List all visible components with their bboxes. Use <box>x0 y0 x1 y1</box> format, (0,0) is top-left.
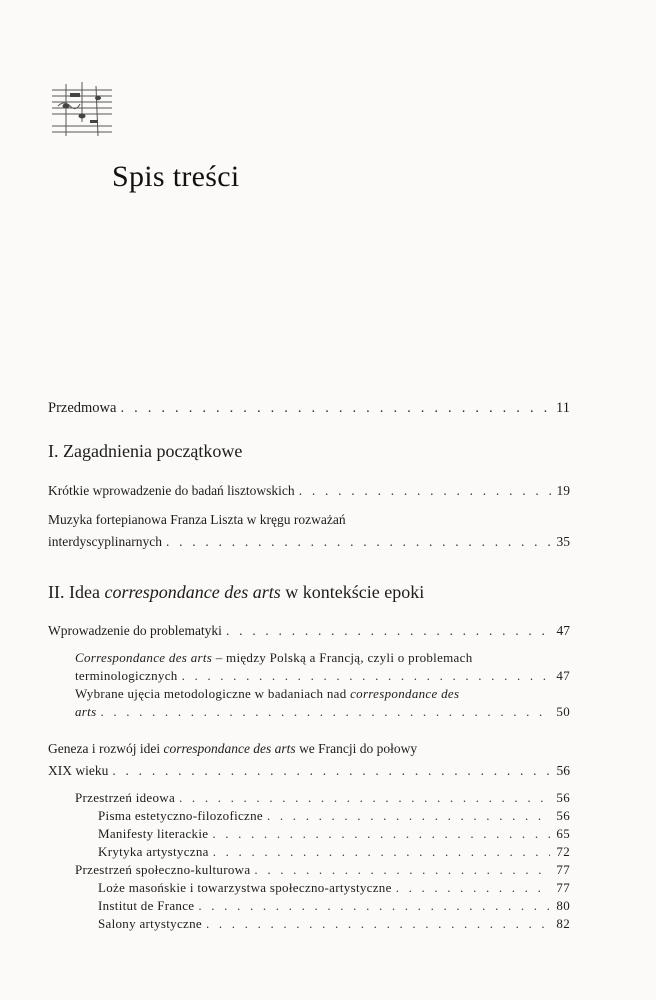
toc-entry-page: 82 <box>556 916 570 931</box>
toc-entry-page: 56 <box>556 763 570 778</box>
toc-entry <box>75 704 570 720</box>
toc-entry-preface <box>48 400 570 417</box>
toc-entry-page: 50 <box>556 704 570 719</box>
toc-entry-title: interdyscyplinarnych <box>48 534 162 549</box>
toc-entry <box>98 898 570 914</box>
leader-dots <box>396 880 551 896</box>
toc-entry <box>98 916 570 932</box>
part-title <box>48 582 424 603</box>
toc-entry <box>75 668 570 684</box>
toc-entry-title: Krótkie wprowadzenie do badań lisztowskich <box>48 483 295 498</box>
leader-dots <box>226 623 551 639</box>
toc-entry-title: Salony artystyczne <box>98 916 202 931</box>
toc-entry <box>98 826 570 842</box>
toc-entry-page: 72 <box>556 844 570 859</box>
toc-entry <box>98 844 570 860</box>
leader-dots <box>212 826 550 842</box>
toc-entry <box>75 790 570 806</box>
leader-dots <box>198 898 550 914</box>
italic-term: Correspondance des arts <box>75 650 213 665</box>
part-title-text: II. Idea <box>48 582 105 602</box>
toc-entry-title-line <box>75 686 459 702</box>
toc-entry <box>48 763 570 779</box>
leader-dots <box>112 763 550 779</box>
toc-entry-title: Przestrzeń ideowa <box>75 790 176 805</box>
ornament-icon <box>46 76 118 140</box>
part-title-italic: correspondance des arts <box>104 582 281 602</box>
leader-dots <box>166 534 551 550</box>
toc-entry-title: Wprowadzenie do problematyki <box>48 623 222 638</box>
toc-entry-title: Pisma estetyczno-filozoficzne <box>98 808 263 823</box>
toc-entry-page: 47 <box>556 668 570 683</box>
leader-dots <box>267 808 550 824</box>
italic-term: correspondance des <box>350 686 460 701</box>
leader-dots <box>100 704 550 720</box>
toc-entry-title: Krytyka artystyczna <box>98 844 209 859</box>
toc-entry-title: Institut de France <box>98 898 195 913</box>
page-title-text: Spis treści <box>112 160 240 193</box>
toc-entry-page: 11 <box>556 400 570 416</box>
leader-dots <box>179 790 550 806</box>
toc-entry-title-line: Muzyka fortepianowa Franza Liszta w kręgu rozważań <box>48 512 346 527</box>
toc-entry-page: 77 <box>556 862 570 877</box>
leader-dots <box>254 862 550 878</box>
toc-entry-page: 80 <box>556 898 570 913</box>
toc-entry-title: terminologicznych <box>75 668 178 683</box>
toc-entry <box>48 483 570 499</box>
toc-entry-page: 35 <box>556 534 570 549</box>
toc-entry-title-line <box>75 650 473 666</box>
leader-dots <box>182 668 551 684</box>
toc-entry-title: arts <box>75 704 97 719</box>
toc-entry <box>75 862 570 878</box>
toc-entry-page: 47 <box>556 623 570 638</box>
page-title <box>112 160 239 194</box>
toc-entry-title: XIX wieku <box>48 763 109 778</box>
toc-text: Wybrane ujęcia metodologiczne w badaniach nad <box>75 686 351 701</box>
toc-text: – między Polską a Francją, czyli o problemach <box>212 650 473 665</box>
toc-entry-page: 56 <box>556 808 570 823</box>
toc-entry-title: Manifesty literackie <box>98 826 209 841</box>
toc-entry-title: Loże masońskie i towarzystwa społeczno-artystyczne <box>98 880 392 895</box>
toc-entry-page: 56 <box>556 790 570 805</box>
toc-entry-page: 77 <box>556 880 570 895</box>
toc-text: Geneza i rozwój idei <box>48 741 164 756</box>
part-title: I. Zagadnienia początkowe <box>48 441 243 461</box>
toc-entry-page: 19 <box>556 483 570 498</box>
leader-dots <box>206 916 550 932</box>
toc-entry-title-line <box>48 741 417 757</box>
toc-entry-title: Przestrzeń społeczno-kulturowa <box>75 862 251 877</box>
part-title-text: w kontekście epoki <box>280 582 425 602</box>
toc-entry <box>98 880 570 896</box>
toc-entry <box>48 534 570 550</box>
toc-entry-title: Przedmowa <box>48 400 117 416</box>
leader-dots <box>120 400 550 417</box>
toc-entry <box>98 808 570 824</box>
toc-text: we Francji do połowy <box>295 741 418 756</box>
leader-dots <box>299 483 551 499</box>
toc-entry-page: 65 <box>556 826 570 841</box>
toc-entry <box>48 623 570 639</box>
leader-dots <box>213 844 551 860</box>
italic-term: correspondance des arts <box>163 741 296 756</box>
